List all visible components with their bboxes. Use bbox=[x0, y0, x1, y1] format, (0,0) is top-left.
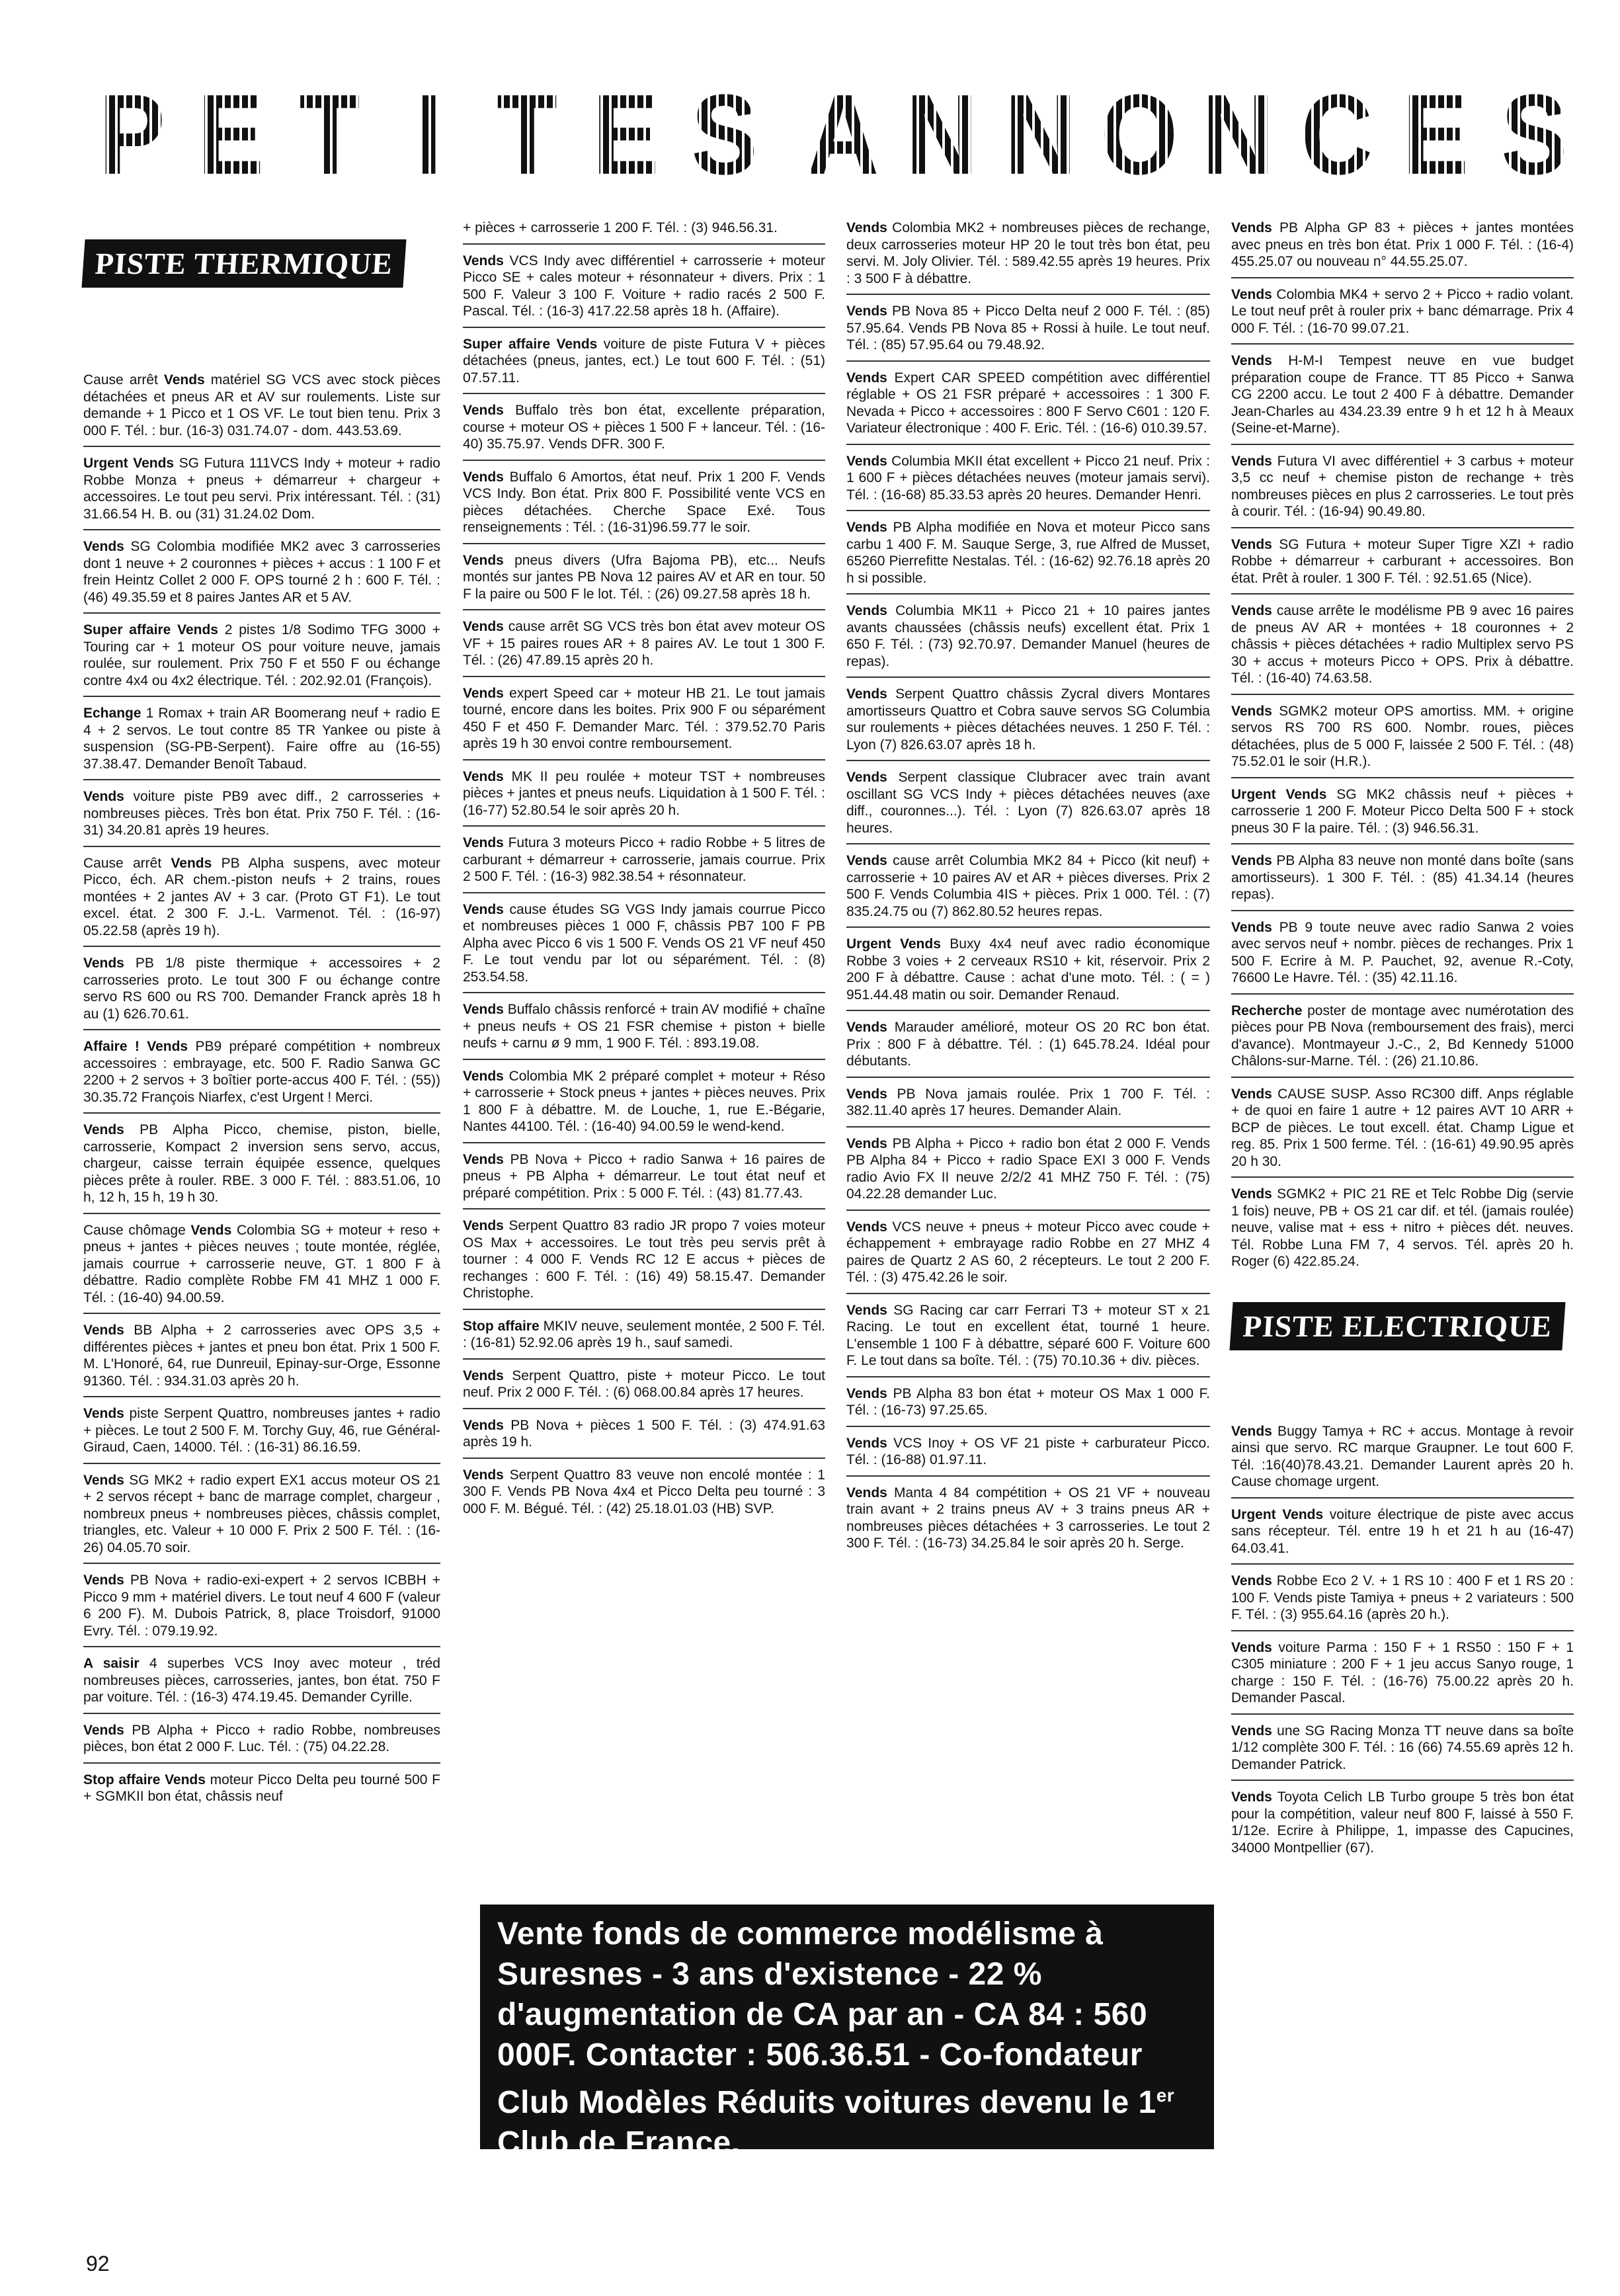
ad-text: voiture électrique de piste avec accus sans récepteur. Tél. entre 19 h et 21 h au (16-47) 64.03.41. bbox=[1231, 1506, 1574, 1556]
classified-ad bbox=[463, 1001, 825, 1060]
classified-ad bbox=[846, 769, 1210, 844]
ad-text: PB9 préparé compétition + nombreux accessoires : embrayage, etc. 500 F. Radio Sanwa GC 2200 + 2 servos + 3 boîtier porte-accus 400 F. Tél. : (55)) 30.35.72 François Niarfex, c'est Urgent ! Merci. bbox=[83, 1039, 440, 1105]
ad-keyword: Vends bbox=[1231, 703, 1272, 719]
classified-ad bbox=[1231, 602, 1574, 695]
ad-text: SGMK2 + PIC 21 RE et Telc Robbe Dig (servie 1 fois) neuve, PB + OS 21 car dif. et tél. (jamais roulée) neuve, valise mat + ess + nitro + pièces dét. neuves. Tél. Robbe Luna FM 7, 4 servos. Tél. après 20 h. Roger (6) 422.85.24. bbox=[1231, 1186, 1574, 1269]
ad-text: VCS neuve + pneus + moteur Picco avec coude + échappement + embrayage radio Robbe en 27 MHZ 4 paires de Quartz 2 AS 60, 2 récepteurs. Le tout 2 200 F. Tél. : (3) 475.42.26 le soir. bbox=[846, 1219, 1210, 1285]
ad-keyword: Vends bbox=[846, 1020, 887, 1035]
ad-keyword: Vends bbox=[1231, 220, 1272, 235]
ad-prefix: Cause arrêt bbox=[83, 372, 164, 388]
classified-ad bbox=[463, 901, 825, 994]
classified-ad bbox=[83, 538, 440, 614]
ad-keyword: Super affaire Vends bbox=[83, 622, 218, 637]
ad-keyword: Vends bbox=[463, 1068, 504, 1084]
ad-keyword: Urgent Vends bbox=[846, 936, 941, 952]
ad-keyword: Vends bbox=[83, 1722, 124, 1738]
classified-ad bbox=[1231, 1506, 1574, 1565]
ad-keyword: Vends bbox=[846, 686, 887, 702]
ad-keyword: Vends bbox=[1231, 353, 1272, 368]
ad-keyword: Vends bbox=[1231, 1573, 1272, 1588]
classified-ad bbox=[1231, 1186, 1574, 1277]
classified-ad bbox=[83, 1772, 440, 1812]
ad-text: SGMK2 moteur OPS amortiss. MM. + origine servos RS 700 RS 600. Nombr. roues, pièces détachées, plus de 5 000 F, laissée 2 500 F. Tél. : (48) 75.52.01 le soir (H.R.). bbox=[1231, 703, 1574, 769]
classified-ad bbox=[83, 1038, 440, 1114]
ad-text: PB Nova + Picco + radio Sanwa + 16 paires de pneus + PB Alpha + démarreur. Le tout état neuf et préparé compétition. Prix : 5 000 F. Tél. : (43) 81.77.43. bbox=[463, 1151, 825, 1201]
ad-keyword: Vends bbox=[846, 1135, 887, 1151]
ad-text: Futura 3 moteurs Picco + radio Robbe + 5 litres de carburant + démarreur + carrosserie, jamais courrue. Prix 2 500 F. Tél. : (16-3) 982.38.54 + résonnateur. bbox=[463, 835, 825, 884]
classified-ad bbox=[463, 768, 825, 827]
ad-text: Colombia MK2 + nombreuses pièces de rechange, deux carrosseries moteur HP 20 le tout très bon état, peu servi. M. Joly Olivier. Tél. : 589.42.55 après 19 heures. Prix : 3 500 F à débattre. bbox=[846, 220, 1210, 286]
ad-text: + pièces + carrosserie 1 200 F. Tél. : (3) 946.56.31. bbox=[463, 220, 778, 235]
column-2 bbox=[463, 220, 825, 1532]
classified-ad bbox=[846, 1302, 1210, 1377]
classified-ad bbox=[846, 686, 1210, 761]
promo-text: Vente fonds de commerce modélisme à Suresnes - 3 ans d'existence - 22 % d'augmentation de CA par an - CA 84 : 560 000F. Contacter : 506.36.51 - Co-fondateur Club Modèles Réduits voitures devenu le 1 bbox=[497, 1916, 1156, 2120]
banner-letter: P bbox=[83, 69, 182, 199]
ad-keyword: Vends bbox=[1231, 853, 1272, 868]
ad-text: Serpent Quattro châssis Zycral divers Montares amortisseurs Quattro et Cobra sauve servos SG Columbia sur roulements + pièces détachées neuves. 1 250 F. Tél. : Lyon (7) 826.63.07 après 18 h. bbox=[846, 686, 1210, 753]
classified-ad bbox=[846, 852, 1210, 928]
ad-text: Serpent Quattro, piste + moteur Picco. Le tout neuf. Prix 2 000 F. Tél. : (6) 068.00.84 après 17 heures. bbox=[463, 1368, 825, 1400]
classified-ad bbox=[1231, 919, 1574, 995]
ad-text: Buxy 4x4 neuf avec radio économique Robbe 3 voies + 2 cerveaux RS10 + kit, réservoir. Prix 2 200 F à débattre. Cause : achat d'une moto. Tél. : ( = ) 951.44.48 matin ou soir. Demander Renaud. bbox=[846, 936, 1210, 1003]
classified-ad bbox=[83, 1322, 440, 1397]
ad-text: Manta 4 84 compétition + OS 21 VF + nouveau train avant + 2 trains pneus AV + 3 trains pneus AR + nombreuses pièces détachées + 3 carrosseries. Le tout 2 300 F. Tél. : (16-73) 34.25.84 le soir après 20 h. Serge. bbox=[846, 1485, 1210, 1551]
section-title-electrique: PISTE ELECTRIQUE bbox=[1229, 1302, 1565, 1350]
classified-ad bbox=[1231, 1789, 1574, 1863]
ad-keyword: Vends bbox=[463, 1218, 504, 1233]
classified-ad bbox=[1231, 1639, 1574, 1715]
ad-keyword: Vends bbox=[846, 370, 887, 386]
ad-keyword: Vends bbox=[1231, 1423, 1272, 1439]
ad-keyword: Vends bbox=[463, 1417, 504, 1433]
promo-tail: Club de France. bbox=[497, 2125, 741, 2160]
column-4 bbox=[1231, 220, 1574, 1871]
classified-ad bbox=[463, 336, 825, 395]
classified-ad bbox=[83, 1722, 440, 1764]
classified-ad bbox=[1231, 286, 1574, 345]
ad-keyword: Vends bbox=[463, 469, 504, 485]
classified-ad bbox=[83, 1122, 440, 1214]
classified-ad bbox=[83, 705, 440, 780]
ad-keyword: Vends bbox=[83, 1323, 124, 1338]
classified-ad bbox=[463, 220, 825, 245]
ad-keyword: Recherche bbox=[1231, 1003, 1303, 1018]
ad-keyword: Vends bbox=[463, 1467, 504, 1483]
banner-letter: I bbox=[380, 69, 478, 199]
classified-ad bbox=[846, 1019, 1210, 1078]
ad-keyword: Vends bbox=[1231, 1639, 1272, 1655]
ad-keyword: Vends bbox=[163, 372, 205, 388]
ad-text: Serpent Quattro 83 radio JR propo 7 voies moteur OS Max + accessoires. Le tout très peu servis prêt à tourner : 4 000 F. Vends RC 12 E accus + pièces de rechanges : 600 F. Tél. : (16) 49) 58.15.47. Demander Christophe. bbox=[463, 1218, 825, 1301]
ad-keyword: Vends bbox=[463, 552, 504, 568]
ad-text: SG Futura + moteur Super Tigre XZI + radio Robbe + démarreur + carburant + accessoires. Bon état. Prêt à rouler. 1 300 F. Tél. : 92.51.65 (Nice). bbox=[1231, 536, 1574, 586]
banner-letter: E bbox=[577, 69, 676, 199]
ad-text: PB Nova 85 + Picco Delta neuf 2 000 F. Tél. : (85) 57.95.64. Vends PB Nova 85 + Rossi à huile. Le tout neuf. Tél. : (85) 57.95.64 ou 79.48.92. bbox=[846, 304, 1210, 352]
ad-text: Buffalo 6 Amortos, état neuf. Prix 1 200 F. Vends VCS Indy. Bon état. Prix 800 F. Possibilité vente VCS en pièces détachées. Cherche Space Exé. Tous renseignements : Tél. : (16-31)96.59.77 le soir. bbox=[463, 469, 825, 535]
ad-text: une SG Racing Monza TT neuve dans sa boîte 1/12 complète 300 F. Tél. : 16 (66) 74.55.69 après 12 h. Demander Patrick. bbox=[1231, 1723, 1574, 1772]
classified-ad bbox=[83, 1222, 440, 1315]
banner-letter: A bbox=[794, 69, 893, 199]
ad-keyword: Vends bbox=[846, 453, 887, 469]
ad-keyword: Stop affaire Vends bbox=[83, 1772, 206, 1787]
ad-text: PB Alpha Picco, chemise, piston, bielle, carrosserie, Kompact 2 inversion sens servo, accus, chargeur, caisse terrain équipée essence, quelques pièces prête à rouler. RBE. 3 000 F. Tél. : 883.51.06, 10 h, 12 h, 15 h, 19 h 30. bbox=[83, 1122, 440, 1205]
ad-text: PB Alpha suspens, avec moteur Picco, éch. AR chem.-piston neufs + 2 trains, roues montées + 2 jantes AV + 3 car. (Proto GT F1). Le tout excel. état. 2 300 F. J.-L. Varmenot. Tél. : (16-97) 05.22.58 (après 19 h). bbox=[83, 855, 440, 938]
classified-ad bbox=[83, 622, 440, 697]
classified-ad bbox=[463, 1318, 825, 1360]
ad-keyword: Vends bbox=[1231, 453, 1272, 469]
ad-text: SG Colombia modifiée MK2 avec 3 carrosseries dont 1 neuve + 2 couronnes + pièces + accus : 1 100 F et frein Heintz Collet 2 000 F. OPS tourné 2 h : 600 F. Tél. : (46) 49.35.59 et 8 paires Jantes AR et 5 AV. bbox=[83, 539, 440, 605]
ad-text: expert Speed car + moteur HB 21. Le tout jamais tourné, encore dans les boites. Prix 900 F ou séparément 450 F et 450 F. Demander Marc. Tél. : 379.52.70 Paris après 19 h 30 envoi contre remboursement. bbox=[463, 685, 825, 751]
ad-keyword: Urgent Vends bbox=[83, 456, 175, 471]
ad-keyword: Vends bbox=[83, 1472, 124, 1488]
classified-ad bbox=[846, 370, 1210, 445]
ad-keyword: Vends bbox=[83, 1573, 124, 1588]
classified-ad bbox=[1231, 852, 1574, 911]
classified-ad bbox=[463, 835, 825, 893]
ad-text: cause arrête le modélisme PB 9 avec 16 paires de pneus AV AR + montées + 18 couronnes + 2 châssis + pièces détachées + radio Multiplex servo PS 30 + accus + moteurs Picco + OPS. Prix à débattre. Tél. : (16-40) 74.63.58. bbox=[1231, 603, 1574, 686]
page-banner bbox=[83, 69, 1584, 198]
classified-ad bbox=[463, 618, 825, 677]
ad-keyword: Vends bbox=[846, 770, 887, 785]
ad-keyword: Vends bbox=[846, 1485, 887, 1500]
ad-text: poster de montage avec numérotation des pièces pour PB Nova (remboursement des frais), merci d'avance). Montmayeur J.-C., 2, Bd Kennedy 51000 Châlons-sur-Marne. Tél. : (26) 21.10.86. bbox=[1231, 1003, 1574, 1069]
ad-text: H-M-I Tempest neuve en vue budget préparation coupe de France. TT 85 Picco + Sanwa CG 2200 accu. Le tout 2 400 F à débattre. Demander Jean-Charles au 434.23.39 entre 9 h et 12 h à Meaux (Seine-et-Marne). bbox=[1231, 353, 1574, 436]
ad-keyword: Vends bbox=[83, 956, 124, 971]
ad-keyword: Vends bbox=[463, 835, 504, 850]
ad-keyword: Super affaire Vends bbox=[463, 336, 598, 352]
promo-superscript: er bbox=[1156, 2085, 1175, 2106]
section-title-thermique: PISTE THERMIQUE bbox=[81, 239, 406, 288]
classified-ad bbox=[846, 220, 1210, 295]
banner-letter: N bbox=[1190, 69, 1288, 199]
ad-keyword: Vends bbox=[83, 539, 124, 554]
classified-ad bbox=[83, 1405, 440, 1464]
classified-ad bbox=[1231, 1573, 1574, 1631]
banner-letter: T bbox=[478, 69, 577, 199]
classified-ad bbox=[463, 1368, 825, 1409]
ad-keyword: Echange bbox=[83, 706, 142, 721]
classified-ad bbox=[463, 1417, 825, 1459]
ad-keyword: Vends bbox=[463, 1002, 504, 1017]
classified-ad bbox=[463, 1467, 825, 1524]
ad-text: piste Serpent Quattro, nombreuses jantes + radio + pièces. Le tout 2 500 F. M. Torchy Guy, 46, rue Général-Giraud, Caen, 14000. Tél. : (16-31) 86.16.59. bbox=[83, 1406, 440, 1455]
ad-text: PB 9 toute neuve avec radio Sanwa 2 voies avec servos neuf + nombr. pièces de rechanges. Prix 1 500 F. Ecrire à M. P. Pauchet, 92, avenue R.-Coty, 76600 Le Havre. Tél. : (35) 42.11.16. bbox=[1231, 919, 1574, 985]
ad-text: matériel SG VCS avec stock pièces détachées et pneus AR et AV sur roulements. Liste sur demande + 1 Picco et 1 OS VF. Le tout bien tenu. Prix 3 000 F. Tél. : bur. (16-3) 031.74.07 - dom. 443.53.69. bbox=[83, 372, 440, 438]
ad-keyword: Vends bbox=[846, 603, 887, 618]
ad-keyword: Urgent Vends bbox=[1231, 1506, 1324, 1522]
banner-letter: T bbox=[281, 69, 380, 199]
banner-letter: N bbox=[893, 69, 992, 199]
classified-ad bbox=[846, 602, 1210, 678]
ad-keyword: Vends bbox=[846, 304, 887, 319]
banner-letter: E bbox=[182, 69, 280, 199]
ad-keyword: Vends bbox=[463, 685, 504, 701]
ad-text: 1 Romax + train AR Boomerang neuf + radio E 4 + 2 servos. Le tout contre 85 TR Yankee ou piste à suspension (SG-PB-Serpent). Faire offre au (16-55) 37.38.47. Demander Benoît Tabaud. bbox=[83, 706, 440, 772]
classified-ad bbox=[846, 1086, 1210, 1128]
classified-ad bbox=[846, 519, 1210, 594]
ad-keyword: Vends bbox=[463, 768, 504, 784]
classified-ad bbox=[1231, 1723, 1574, 1782]
ad-keyword: Vends bbox=[83, 789, 124, 804]
ad-keyword: Vends bbox=[846, 853, 887, 868]
classified-ad bbox=[463, 1151, 825, 1210]
classified-ad bbox=[1231, 1423, 1574, 1498]
classified-ad bbox=[1231, 536, 1574, 595]
ad-keyword: Vends bbox=[846, 520, 887, 535]
ad-keyword: Vends bbox=[463, 403, 504, 418]
column-3 bbox=[846, 220, 1210, 1567]
classified-ad bbox=[846, 1135, 1210, 1211]
ad-prefix: Cause chômage bbox=[83, 1222, 191, 1238]
ad-text: SG Racing car carr Ferrari T3 + moteur ST x 21 Racing. Le tout en excellent état, tourné 1 heure. L'ensemble 1 100 F à débattre, séparé 600 F. Voiture 600 F. Le tout dans sa boîte. Tél. : (75) 70.10.36 + div. pièces. bbox=[846, 1302, 1210, 1368]
ad-text: PB Alpha + Picco + radio Robbe, nombreuses pièces, bon état 2 000 F. Luc. Tél. : (75) 04.22.28. bbox=[83, 1722, 440, 1754]
ad-text: voiture de piste Futura V + pièces détachées (pneus, jantes, ect.) Le tout 600 F. Tél. : (51) 07.57.11. bbox=[463, 336, 825, 386]
ad-text: CAUSE SUSP. Asso RC300 diff. Anps réglable + de quoi en faire 1 autre + 12 paires AVT 10 ARR + BCP de pièces. Le tout excell. état. Champ Ligue et reg. 85. Prix 1 500 ferme. Tél. : (16-61) 49.90.95 après 20 h 30. bbox=[1231, 1086, 1574, 1169]
ad-keyword: Affaire ! Vends bbox=[83, 1039, 188, 1054]
banner-letter: N bbox=[992, 69, 1090, 199]
ad-text: PB Nova + pièces 1 500 F. Tél. : (3) 474.91.63 après 19 h. bbox=[463, 1417, 825, 1450]
ad-text: SG Futura 111VCS Indy + moteur + radio Robbe Monza + pneus + démarreur + chargeur + accessoires. Le tout peu servi. Prix intéressant. Tél. : (31) 31.66.54 H. B. ou (31) 31.24.02 Dom. bbox=[83, 456, 440, 522]
ad-text: Robbe Eco 2 V. + 1 RS 10 : 400 F et 1 RS 20 : 100 F. Vends piste Tamiya + pneus + 2 variateurs : 500 F. Tél. : (3) 955.64.16 (après 20 h.). bbox=[1231, 1573, 1574, 1622]
classified-ad bbox=[83, 1572, 440, 1647]
classified-ad bbox=[1231, 220, 1574, 278]
ad-text: Buffalo châssis renforcé + train AV modifié + chaîne + pneus neufs + OS 21 FSR chemise + piston + bielle neufs + carnu ø 9 mm, 1 900 F. Tél. : 893.19.08. bbox=[463, 1002, 825, 1051]
classified-ad bbox=[463, 253, 825, 328]
banner-letter: S bbox=[676, 69, 774, 199]
ad-keyword: Vends bbox=[171, 855, 212, 871]
ad-text: pneus divers (Ufra Bajoma PB), etc... Neufs montés sur jantes PB Nova 12 paires AV et AR en tour. 50 F la paire ou 500 F le lot. Tél. : (26) 09.27.58 après 18 h. bbox=[463, 552, 825, 602]
classified-ad bbox=[846, 1485, 1210, 1559]
classified-ad bbox=[463, 552, 825, 611]
ad-keyword: Vends bbox=[463, 1368, 504, 1383]
ad-text: Serpent classique Clubracer avec train avant oscillant SG VCS Indy + pièces détachées neuves (axe diff., couronnes...). Tél. : Lyon (7) 826.63.07 après 18 heures. bbox=[846, 770, 1210, 836]
ad-keyword: Vends bbox=[846, 1086, 887, 1102]
ad-text: PB Alpha + Picco + radio bon état 2 000 F. Vends PB Alpha 84 + Picco + radio Space EXI 3 000 F. Vends radio Avio FX II neuve 2/2/2 41 MHZ 750 F. Tél. : (75) 04.22.28 demander Luc. bbox=[846, 1135, 1210, 1202]
classified-ad bbox=[83, 1472, 440, 1565]
ad-text: PB Alpha 83 neuve non monté dans boîte (sans amortisseurs). 1 300 F. Tél. : (85) 41.34.14 (heures repas). bbox=[1231, 853, 1574, 902]
ad-text: MKIV neuve, seulement montée, 2 500 F. Tél. : (16-81) 52.92.06 après 19 h., sauf samedi. bbox=[463, 1318, 826, 1350]
classified-ad bbox=[83, 788, 440, 847]
ad-text: Colombia SG + moteur + reso + pneus + jantes + pièces neuves ; toute montée, réglée, jamais courrue + carrosserie neuve, GT. 1 800 F à débattre. Radio complète Robbe FM 41 MHZ 1 000 F. Tél. : (16-40) 94.00.59. bbox=[83, 1222, 440, 1305]
classified-ad bbox=[83, 455, 440, 530]
ad-text: Colombia MK4 + servo 2 + Picco + radio volant. Le tout neuf prêt à rouler prix + banc démarrage. Prix 4 000 F. Tél. : (16-70 99.07.21. bbox=[1231, 286, 1574, 336]
classified-ad bbox=[463, 1217, 825, 1310]
ad-text: moteur Picco Delta peu tourné 500 F + SGMKII bon état, châssis neuf bbox=[83, 1772, 441, 1804]
classified-ad bbox=[463, 685, 825, 760]
banner-letter: E bbox=[1387, 69, 1485, 199]
ad-text: PB Nova + radio-exi-expert + 2 servos ICBBH + Picco 9 mm + matériel divers. Le tout neuf 4 600 F (valeur 6 200 F). M. Dubois Patrick, 8, place Troisdorf, 91000 Evry. Tél. : 079.19.92. bbox=[83, 1573, 440, 1639]
ad-keyword: Vends bbox=[1231, 1186, 1272, 1202]
ad-text: BB Alpha + 2 carrosseries avec OPS 3,5 + différentes pièces + jantes et pneu bon état. Prix 1 500 F. M. L'Honoré, 64, rue Dunreuil, Epinay-sur-Orge, Essonne 91360. Tél. : 934.31.03 après 20 h. bbox=[83, 1323, 440, 1389]
banner-letter: S bbox=[1486, 69, 1584, 199]
ad-text: Marauder amélioré, moteur OS 20 RC bon état. Prix : 800 F à débattre. Tél. : (1) 645.78.24. Idéal pour débutants. bbox=[846, 1020, 1210, 1069]
classified-ad bbox=[846, 453, 1210, 512]
classified-ad bbox=[1231, 453, 1574, 528]
ad-keyword: Vends bbox=[846, 1385, 887, 1401]
classified-ad bbox=[83, 372, 440, 447]
classified-ad bbox=[83, 855, 440, 948]
ad-text: voiture Parma : 150 F + 1 RS50 : 150 F + 1 C305 miniature : 200 F + 1 jeu accus Sanyo rouge, 1 charge : 150 F. Tél. : (16-76) 75.00.22 après 20 h. Demander Pascal. bbox=[1231, 1639, 1574, 1705]
ad-text: VCS Inoy + OS VF 21 piste + carburateur Picco. Tél. : (16-88) 01.97.11. bbox=[846, 1435, 1210, 1467]
ad-text: Buffalo très bon état, excellente préparation, course + moteur OS + pièces 1 500 F + lanceur. Tél. : (16-40) 35.75.97. Vends DFR. 300 F. bbox=[463, 403, 825, 452]
column-1 bbox=[83, 220, 440, 1820]
ad-text: Columbia MKII état excellent + Picco 21 neuf. Prix : 1 600 F + pièces détachées neuves (moteur jamais servi). Tél. : (16-68) 85.33.53 après 20 heures. Demander Henri. bbox=[846, 453, 1210, 503]
classified-ad bbox=[1231, 352, 1574, 445]
classified-ad bbox=[846, 303, 1210, 362]
classified-ad bbox=[83, 1655, 440, 1714]
classified-ad bbox=[846, 1219, 1210, 1294]
ad-keyword: Vends bbox=[1231, 1723, 1272, 1739]
ad-text: SG MK2 + radio expert EX1 accus moteur OS 21 + 2 servos récept + banc de marrage complet, chargeur , nombreux pneus + nombreuses pièces, châssis complet, triangles, etc. Valeur + 10 000 F. Prix 2 500 F. Tél. : (16-26) 04.05.70 soir. bbox=[83, 1472, 440, 1555]
ad-keyword: Vends bbox=[846, 220, 887, 235]
ad-text: Expert CAR SPEED compétition avec différentiel réglable + OS 21 FSR préparé + accessoires : 1 300 F. Nevada + Picco + accessoires : 800 F Servo C601 : 120 F. Variateur électronique : 400 F. Eric. Tél. : (16-6) 010.39.57. bbox=[846, 370, 1210, 436]
ad-text: cause arrêt SG VCS très bon état avev moteur OS VF + 15 paires roues AR + 8 paires AV. Le tout 1 300 F. Tél. : (26) 47.89.15 après 20 h. bbox=[463, 619, 825, 668]
ad-text: voiture piste PB9 avec diff., 2 carrosseries + nombreuses pièces. Très bon état. Prix 750 F. Tél. : (16-31) 34.20.81 après 19 heures. bbox=[83, 789, 440, 838]
ad-text: cause études SG VGS Indy jamais courrue Picco et nombreuses pièces 1 000 F, châssis PB7 100 F PB Alpha avec Picco 6 vis 1 500 F. Vends OS 21 VF neuf 450 F. Le tout vendu par lot ou séparément. Tél. : (8) 253.54.58. bbox=[463, 901, 825, 985]
ad-text: Toyota Celich LB Turbo groupe 5 très bon état pour la compétition, valeur neuf 800 F, laissé à 550 F. 1/12e. Ecrire à Philippe, 1, impasse des Capucines, 34000 Montpellier (67). bbox=[1231, 1789, 1574, 1856]
classified-ad bbox=[463, 402, 825, 461]
classified-ad bbox=[846, 1385, 1210, 1427]
ad-keyword: Vends bbox=[1231, 286, 1272, 302]
classified-ad bbox=[1231, 786, 1574, 845]
ad-text: Serpent Quattro 83 veuve non encolé montée : 1 300 F. Vends PB Nova 4x4 et Picco Delta peu tourné : 3 000 F. M. Bégué. Tél. : (42) 25.18.01.03 (HB) SVP. bbox=[463, 1467, 825, 1516]
ad-keyword: Vends bbox=[463, 619, 504, 634]
ad-text: MK II peu roulée + moteur TST + nombreuses pièces + jantes et pneus neufs. Liquidation à 1 500 F. Tél. : (16-77) 52.80.54 le soir après 20 h. bbox=[463, 768, 825, 818]
ad-text: cause arrêt Columbia MK2 84 + Picco (kit neuf) + carrosserie + 10 paires AV et AR + pièces diverses. Prix 2 500 F. Vends Columbia 4IS + pièces. Prix 1 000. Tél. : (7) 835.24.75 ou (7) 862.80.52 heures repas. bbox=[846, 853, 1210, 919]
ad-text: VCS Indy avec différentiel + carrosserie + moteur Picco SE + cales moteur + résonnateur + divers. Prix : 1 500 F. Valeur 3 100 F. Voiture + radio racés 2 500 F. Pascal. Tél. : (16-3) 417.22.58 après 18 h. (Affaire). bbox=[463, 253, 825, 319]
banner-letter: O bbox=[1090, 69, 1189, 199]
ad-keyword: Vends bbox=[463, 1151, 504, 1167]
ad-text: Futura VI avec différentiel + 3 carbus + moteur 3,5 cc neuf + chemise piston de rechange + très nombreuses pièces en plus 2 carrosseries. Le tout près à courir. Tél. : (16-94) 90.49.80. bbox=[1231, 453, 1574, 519]
classified-ad bbox=[846, 936, 1210, 1011]
ad-keyword: Vends bbox=[846, 1302, 887, 1318]
ad-keyword: Vends bbox=[846, 1219, 887, 1235]
ad-keyword: Stop affaire bbox=[463, 1318, 540, 1334]
classified-ad bbox=[846, 1435, 1210, 1477]
banner-letter: C bbox=[1288, 69, 1387, 199]
ad-text: 2 pistes 1/8 Sodimo TFG 3000 + Touring car + 1 moteur OS pour voiture neuve, jamais roulée, sur roulement. Prix 750 F et 550 F ou échange contre 4x4 ou 4x2 électrique. Tél. : 202.92.01 (François). bbox=[83, 622, 440, 688]
ad-prefix: Cause arrêt bbox=[83, 855, 171, 871]
classified-ad bbox=[463, 469, 825, 544]
ad-keyword: Vends bbox=[846, 1435, 887, 1451]
ad-keyword: Vends bbox=[1231, 1789, 1272, 1805]
classified-ad bbox=[83, 955, 440, 1030]
ad-text: PB Alpha GP 83 + pièces + jantes montées avec pneus en très bon état. Prix 1 000 F. Tél. : (16-4) 455.25.07 ou nouveau n° 44.55.25.07. bbox=[1231, 220, 1574, 269]
classified-ad bbox=[463, 1068, 825, 1143]
page-number: 92 bbox=[86, 2252, 110, 2276]
ad-text: PB Alpha 83 bon état + moteur OS Max 1 000 F. Tél. : (16-73) 97.25.65. bbox=[846, 1385, 1210, 1418]
ad-keyword: A saisir bbox=[83, 1656, 140, 1671]
classified-ad bbox=[1231, 703, 1574, 778]
ad-text: 4 superbes VCS Inoy avec moteur , tréd nombreuses pièces, carrosseries, jantes, bon état. 750 F par voiture. Tél. : (16-3) 474.19.45. Demander Cyrille. bbox=[83, 1656, 440, 1705]
ad-keyword: Urgent Vends bbox=[1231, 786, 1327, 802]
ad-text: PB Nova jamais roulée. Prix 1 700 F. Tél. : 382.11.40 après 17 heures. Demander Alain. bbox=[846, 1086, 1210, 1118]
ad-keyword: Vends bbox=[463, 901, 504, 917]
ad-keyword: Vends bbox=[83, 1406, 124, 1421]
ad-text: Buggy Tamya + RC + accus. Montage à revoir ainsi que servo. RC marque Graupner. Le tout 600 F. Tél. :16(40)78.43.21. Demander Laurent après 20 h. Cause chomage urgent. bbox=[1231, 1423, 1574, 1489]
ad-keyword: Vends bbox=[190, 1222, 232, 1238]
ad-keyword: Vends bbox=[1231, 536, 1272, 552]
ad-keyword: Vends bbox=[1231, 603, 1272, 618]
ad-text: SG MK2 châssis neuf + pièces + carrosserie 1 200 F. Moteur Picco Delta 500 F + stock pneus 30 F la paire. Tél. : (3) 946.56.31. bbox=[1231, 786, 1574, 836]
ad-text: PB 1/8 piste thermique + accessoires + 2 carrosseries proto. Le tout 300 F ou échange contre servo RS 600 ou RS 700. Demander Franck après 18 h au (1) 626.70.61. bbox=[83, 956, 440, 1022]
ad-text: PB Alpha modifiée en Nova et moteur Picco sans carbu 1 400 F. M. Sauque Serge, 3, rue Alfred de Musset, 65260 Pierrefitte Nestalas. Tél. : (16-62) 92.76.18 après 20 h si possible. bbox=[846, 520, 1210, 586]
classified-ad bbox=[1231, 1003, 1574, 1078]
classified-ad bbox=[1231, 1086, 1574, 1178]
ad-keyword: Vends bbox=[1231, 919, 1272, 935]
ad-keyword: Vends bbox=[463, 253, 504, 268]
ad-keyword: Vends bbox=[1231, 1086, 1272, 1102]
ad-text: Columbia MK11 + Picco 21 + 10 paires jantes avants chaussées (châssis neufs) excellent état. Prix 1 650 F. Tél. : (73) 92.70.97. Demander Manuel (heures de repas). bbox=[846, 603, 1210, 669]
promo-box bbox=[480, 1905, 1214, 2160]
ad-text: Colombia MK 2 préparé complet + moteur + Réso + carrosserie + Stock pneus + jantes + pièces neuves. Prix 1 800 F à débattre. M. de Louche, 1, rue E.-Bégarie, Nantes 44100. Tél. : (16-40) 94.00.59 le wend-kend. bbox=[463, 1068, 825, 1134]
ad-keyword: Vends bbox=[83, 1122, 124, 1137]
